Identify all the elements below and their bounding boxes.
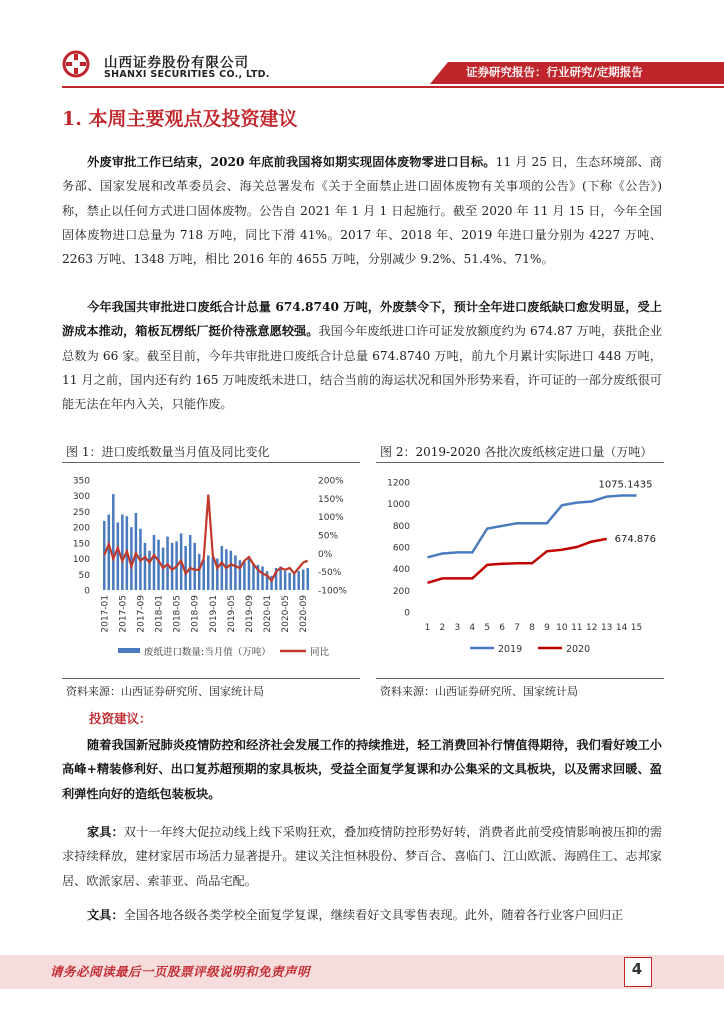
company-name-en: SHANXI SECURITIES CO., LTD. (104, 69, 270, 80)
figure-1-source: 资料来源：山西证券研究所、国家统计局 (66, 685, 264, 698)
y-left-tick-label: 200 (72, 523, 90, 534)
x-tick-label: 2 (439, 623, 446, 633)
x-tick-label: 2020-05 (281, 595, 292, 633)
bar (293, 574, 296, 590)
paragraph-1-body: 11 月 25 日，生态环境部、商务部、国家发展和改革委员会、海关总署发布《关于全面禁止进口固体废物有关事项的公告》(下称《公告》)称，禁止以任何方式进口固体废物。公告自 2021 年 1 月 1 日起施行。截至 2020 年 11 月 15 日，今年全国固体废物进口总量为 718 万吨，同比下滑 41%。2017 年、2018 年、2019 年进口量分别为 4227 万吨、2263 万吨、1348 万吨，相比 2016 年的 4655 万吨，分别减少 9.2%、51.4%、71%。 (62, 155, 662, 267)
x-tick-label: 7 (514, 623, 520, 633)
y-right-tick-label: 0% (318, 549, 333, 560)
bar (144, 543, 147, 590)
bar (189, 535, 192, 590)
figure-1-title: 图 1：进口废纸数量当月值及同比变化 (66, 445, 270, 459)
bar (252, 563, 255, 590)
x-tick-label: 13 (600, 623, 613, 633)
page-number: 4 (631, 960, 643, 978)
bar (284, 571, 287, 590)
x-tick-label: 10 (556, 623, 568, 633)
company-logo (62, 50, 90, 78)
bar (297, 571, 300, 590)
legend-label-line: 同比 (310, 647, 330, 658)
bar (306, 568, 309, 590)
x-tick-label: 2020-09 (299, 595, 310, 633)
bar (234, 555, 237, 590)
bar (302, 570, 305, 590)
x-tick-label: 2020-01 (263, 595, 274, 633)
y-left-tick-label: 250 (72, 507, 90, 518)
bar (148, 551, 151, 590)
y-tick-label: 1000 (387, 500, 410, 511)
furniture-paragraph (62, 820, 662, 893)
company-name-cn: 山西证券股份有限公司 (104, 55, 249, 71)
paragraph-2 (62, 295, 662, 416)
investment-heading: 投资建议： (89, 711, 152, 726)
bar (288, 573, 291, 590)
legend-swatch-bar (118, 648, 140, 653)
figure-2-title: 图 2：2019-2020 各批次废纸核定进口量（万吨） (380, 445, 653, 459)
bar (221, 546, 224, 590)
x-tick-label: 2018-09 (190, 595, 201, 633)
bar (202, 560, 205, 590)
legend-label-2020: 2020 (566, 644, 591, 655)
paragraph-1 (62, 150, 662, 271)
investment-summary (62, 733, 662, 806)
figure-2-source: 资料来源：山西证券研究所、国家统计局 (380, 685, 578, 698)
annotation-2019-final: 1075.1435 (598, 479, 653, 491)
y-right-tick-label: 50% (318, 531, 339, 542)
annotation-2020-final: 674.876 (614, 533, 657, 545)
x-tick-label: 1 (424, 623, 431, 633)
x-tick-label: 2017-09 (136, 595, 147, 633)
bar (193, 543, 196, 590)
y-right-tick-label: -100% (318, 586, 347, 597)
bar (248, 559, 251, 590)
figure-1-top-rule (62, 462, 360, 463)
x-tick-label: 2019-09 (244, 595, 255, 633)
bar (225, 549, 228, 590)
bar (121, 515, 124, 590)
furniture-text: 双十一年终大促拉动线上线下采购狂欢，叠加疫情防控形势好转，消费者此前受疫情影响被压抑的需求持续释放，建材家居市场活力显著提升。建议关注恒林股份、梦百合、喜临门、江山欧派、海鸥住工、志邦家居、欧派家居、索菲亚、尚品宅配。 (62, 825, 663, 888)
y-tick-label: 0 (404, 608, 410, 619)
y-tick-label: 1200 (387, 478, 410, 489)
y-left-tick-label: 150 (72, 539, 90, 550)
bar (207, 555, 210, 590)
footer-disclaimer: 请务必阅读最后一页股票评级说明和免责声明 (50, 964, 311, 979)
x-tick-label: 11 (571, 623, 583, 633)
x-tick-label: 14 (615, 623, 628, 633)
figure-1-chart (62, 466, 360, 676)
bar (153, 535, 156, 590)
bar (261, 566, 264, 590)
stationery-label: 文具： (87, 908, 124, 922)
x-tick-label: 2018-01 (154, 595, 165, 633)
x-tick-label: 9 (544, 623, 550, 633)
figure-2-chart (376, 466, 664, 676)
investment-summary-text: 随着我国新冠肺炎疫情防控和经济社会发展工作的持续推进，轻工消费回补行情值得期待，我们看好竣工小高峰+精装修利好、出口复苏超预期的家具板块，受益全面复学复课和办公集采的文具板块，以及需求回暖、盈利弹性向好的造纸包装板块。 (62, 738, 662, 801)
bar (117, 522, 120, 590)
x-tick-label: 12 (586, 623, 598, 633)
y-right-tick-label: 200% (318, 476, 344, 487)
series-line-2020 (428, 539, 607, 583)
bar (108, 515, 111, 590)
figure-2-top-rule (376, 462, 664, 463)
x-tick-label: 3 (454, 623, 461, 633)
legend-label-2019: 2019 (498, 644, 523, 655)
x-tick-label: 8 (529, 623, 535, 633)
x-tick-label: 2017-05 (118, 595, 129, 633)
x-tick-label: 2018-05 (172, 595, 183, 633)
series-line-2019 (428, 496, 637, 558)
y-right-tick-label: 150% (318, 494, 344, 505)
report-type-label: 证券研究报告：行业研究/定期报告 (466, 65, 643, 79)
bar (157, 540, 160, 590)
y-tick-label: 400 (392, 565, 410, 576)
bar (243, 562, 246, 590)
y-left-tick-label: 300 (72, 492, 90, 503)
y-tick-label: 600 (392, 543, 410, 554)
y-left-tick-label: 50 (78, 570, 90, 581)
bar (171, 543, 174, 590)
header-divider (62, 86, 724, 88)
paragraph-2-lead: 今年我国共审批进口废纸合计总量 674.8740 万吨，外废禁令下，预计全年进口废纸缺口愈发明显，受上游成本推动，箱板瓦楞纸厂挺价待涨意愿较强。 (62, 300, 662, 339)
y-right-tick-label: -50% (318, 568, 342, 579)
y-left-tick-label: 350 (72, 476, 90, 487)
stationery-text: 全国各地各级各类学校全面复学复课，继续看好文具零售表现。此外，随着各行业客户回归正 (123, 908, 624, 922)
y-left-tick-label: 0 (84, 586, 90, 597)
bar (130, 527, 133, 590)
x-tick-label: 6 (499, 623, 506, 633)
paragraph-2-body: 我国今年废纸进口许可证发放额度约为 674.87 万吨，获批企业总数为 66 家。截至目前，今年共审批进口废纸合计总量 674.8740 万吨，前九个月累计实际进口 448 万吨，11 月之前，国内还有约 165 万吨废纸未进口，结合当前的海运状况和国外形势来看，许可证的一部分废纸很可能无法在年内入关，只能作废。 (62, 324, 662, 412)
bar (112, 494, 115, 590)
bar (230, 551, 233, 590)
legend-label-bar: 废纸进口数量:当月值（万吨） (144, 647, 271, 658)
y-left-tick-label: 100 (72, 555, 90, 566)
furniture-label: 家具： (87, 825, 124, 839)
bar (212, 557, 215, 590)
y-right-tick-label: 100% (318, 513, 344, 524)
x-tick-label: 2017-01 (100, 595, 111, 633)
section-title: 1. 本周主要观点及投资建议 (62, 108, 298, 130)
x-tick-label: 15 (630, 623, 643, 633)
x-tick-label: 2019-01 (208, 595, 219, 633)
stationery-paragraph (62, 903, 662, 927)
figure-2-bottom-rule (376, 678, 664, 679)
x-tick-label: 4 (469, 623, 476, 633)
y-tick-label: 800 (392, 521, 410, 532)
paragraph-1-lead: 外废审批工作已结束，2020 年底前我国将如期实现固体废物零进口目标。 (87, 155, 496, 169)
x-tick-label: 5 (484, 623, 491, 633)
x-tick-label: 2019-05 (226, 595, 237, 633)
bar (198, 554, 201, 590)
figure-1-bottom-rule (62, 678, 360, 679)
y-tick-label: 200 (392, 586, 410, 597)
